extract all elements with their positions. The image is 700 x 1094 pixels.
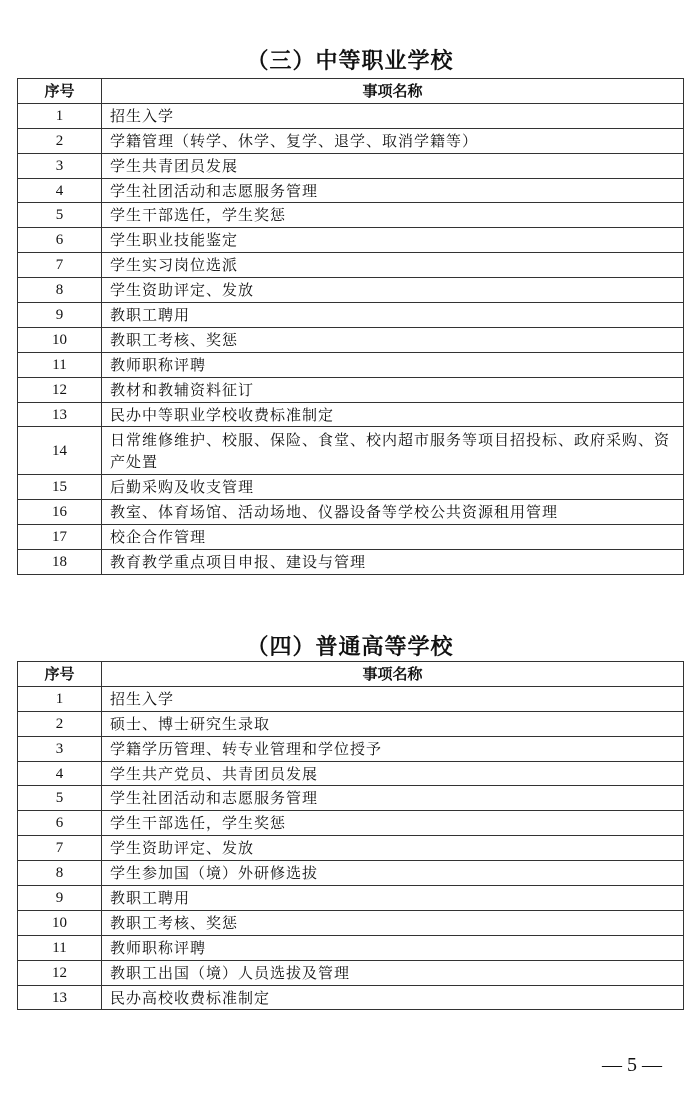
table-row — [18, 303, 684, 328]
table-row — [18, 786, 684, 811]
table-row — [18, 103, 684, 128]
row-number: 17 — [18, 525, 102, 550]
row-number: 9 — [18, 886, 102, 911]
row-number: 14 — [18, 427, 102, 475]
row-item-name: 学生资助评定、发放 — [102, 836, 684, 861]
row-item-name: 学生资助评定、发放 — [102, 278, 684, 303]
row-number: 6 — [18, 811, 102, 836]
section-title-secondary-vocational: （三）中等职业学校 — [246, 49, 454, 74]
row-item-name: 教职工考核、奖惩 — [102, 910, 684, 935]
row-item-name: 学生社团活动和志愿服务管理 — [102, 178, 684, 203]
row-item-name: 后勤采购及收支管理 — [102, 475, 684, 500]
table-row — [18, 861, 684, 886]
table-row — [18, 910, 684, 935]
row-number: 8 — [18, 861, 102, 886]
table-row — [18, 402, 684, 427]
row-number: 3 — [18, 736, 102, 761]
row-item-name: 教师职称评聘 — [102, 935, 684, 960]
items-table-secondary-vocational — [17, 78, 684, 575]
row-item-name: 学生社团活动和志愿服务管理 — [102, 786, 684, 811]
row-number: 5 — [18, 203, 102, 228]
row-item-name: 教职工出国（境）人员选拔及管理 — [102, 960, 684, 985]
row-number: 16 — [18, 500, 102, 525]
table-row — [18, 500, 684, 525]
row-item-name: 教育教学重点项目申报、建设与管理 — [102, 550, 684, 575]
table-row — [18, 935, 684, 960]
row-item-name: 民办高校收费标准制定 — [102, 985, 684, 1010]
row-item-name: 学生共青团员发展 — [102, 153, 684, 178]
row-item-name: 学籍学历管理、转专业管理和学位授予 — [102, 736, 684, 761]
table-row — [18, 985, 684, 1010]
row-item-name: 教师职称评聘 — [102, 352, 684, 377]
row-item-name: 学生共产党员、共青团员发展 — [102, 761, 684, 786]
table-row — [18, 525, 684, 550]
table-header-row — [18, 662, 684, 687]
row-number: 13 — [18, 985, 102, 1010]
row-item-name: 学籍管理（转学、休学、复学、退学、取消学籍等） — [102, 128, 684, 153]
table-row — [18, 836, 684, 861]
row-item-name: 学生干部选任，学生奖惩 — [102, 811, 684, 836]
row-number: 7 — [18, 253, 102, 278]
table-row — [18, 427, 684, 475]
row-item-name: 学生实习岗位选派 — [102, 253, 684, 278]
table-row — [18, 228, 684, 253]
row-item-name: 教材和教辅资料征订 — [102, 377, 684, 402]
table-header-row — [18, 79, 684, 104]
row-item-name: 学生参加国（境）外研修选拔 — [102, 861, 684, 886]
row-number: 11 — [18, 935, 102, 960]
row-item-name: 日常维修维护、校服、保险、食堂、校内超市服务等项目招投标、政府采购、资产处置 — [102, 427, 684, 475]
table-row — [18, 550, 684, 575]
row-item-name: 教职工聘用 — [102, 886, 684, 911]
row-number: 15 — [18, 475, 102, 500]
table-row — [18, 203, 684, 228]
row-item-name: 教职工聘用 — [102, 303, 684, 328]
header-serial-number: 序号 — [18, 79, 102, 104]
row-number: 4 — [18, 761, 102, 786]
row-number: 4 — [18, 178, 102, 203]
row-number: 1 — [18, 686, 102, 711]
row-number: 2 — [18, 711, 102, 736]
header-serial-number: 序号 — [18, 662, 102, 687]
table-row — [18, 711, 684, 736]
row-item-name: 硕士、博士研究生录取 — [102, 711, 684, 736]
table-row — [18, 377, 684, 402]
row-item-name: 招生入学 — [102, 686, 684, 711]
row-item-name: 招生入学 — [102, 103, 684, 128]
section-title-higher-education: （四）普通高等学校 — [246, 635, 454, 660]
table-row — [18, 686, 684, 711]
table-row — [18, 960, 684, 985]
row-number: 11 — [18, 352, 102, 377]
table-row — [18, 761, 684, 786]
table-row — [18, 886, 684, 911]
table-row — [18, 253, 684, 278]
row-item-name: 教职工考核、奖惩 — [102, 327, 684, 352]
table-row — [18, 736, 684, 761]
header-item-name: 事项名称 — [102, 79, 684, 104]
row-number: 3 — [18, 153, 102, 178]
row-number: 12 — [18, 377, 102, 402]
row-number: 6 — [18, 228, 102, 253]
row-number: 13 — [18, 402, 102, 427]
page-number: — 5 — — [602, 1054, 662, 1076]
table-row — [18, 128, 684, 153]
table-row — [18, 178, 684, 203]
table-row — [18, 475, 684, 500]
table-row — [18, 811, 684, 836]
row-item-name: 教室、体育场馆、活动场地、仪器设备等学校公共资源租用管理 — [102, 500, 684, 525]
row-item-name: 民办中等职业学校收费标准制定 — [102, 402, 684, 427]
items-table-higher-education — [17, 661, 684, 1010]
row-number: 5 — [18, 786, 102, 811]
table-row — [18, 352, 684, 377]
row-number: 8 — [18, 278, 102, 303]
table-row — [18, 327, 684, 352]
row-item-name: 学生干部选任，学生奖惩 — [102, 203, 684, 228]
row-number: 1 — [18, 103, 102, 128]
row-number: 2 — [18, 128, 102, 153]
row-item-name: 学生职业技能鉴定 — [102, 228, 684, 253]
header-item-name: 事项名称 — [102, 662, 684, 687]
row-number: 7 — [18, 836, 102, 861]
table-row — [18, 153, 684, 178]
row-number: 10 — [18, 327, 102, 352]
row-item-name: 校企合作管理 — [102, 525, 684, 550]
row-number: 12 — [18, 960, 102, 985]
table-row — [18, 278, 684, 303]
row-number: 18 — [18, 550, 102, 575]
row-number: 9 — [18, 303, 102, 328]
row-number: 10 — [18, 910, 102, 935]
